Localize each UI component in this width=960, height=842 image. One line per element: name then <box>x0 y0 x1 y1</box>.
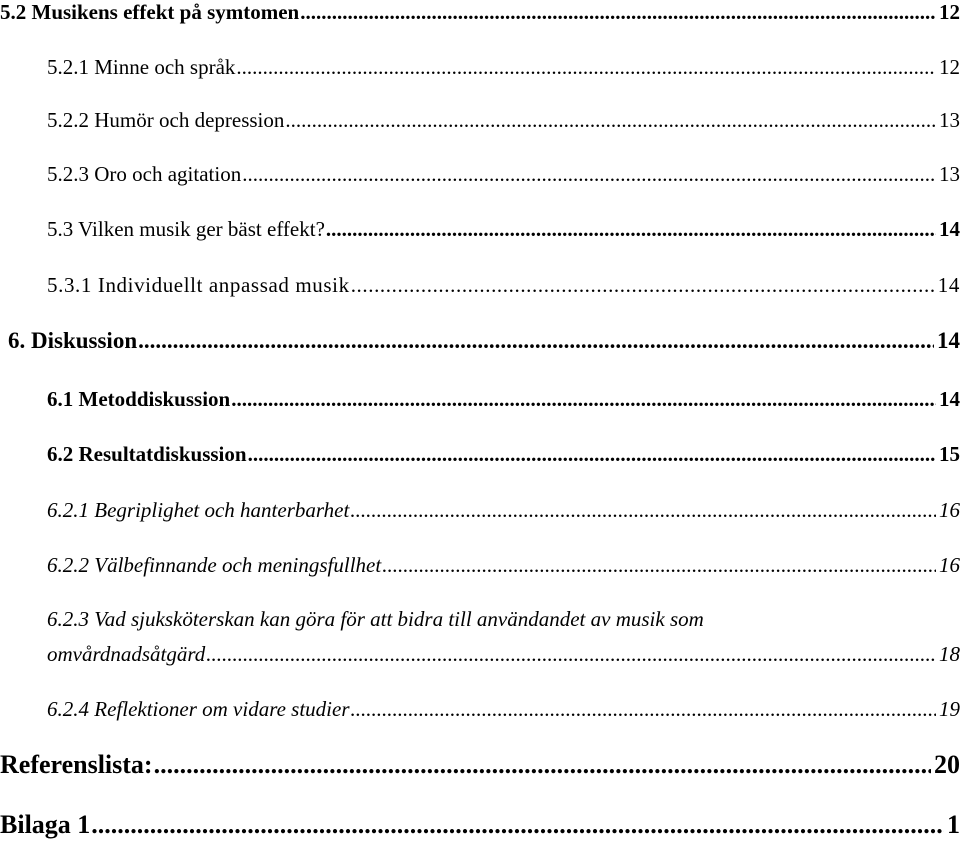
toc-entry-label: 5.2.2 Humör och depression <box>47 108 285 132</box>
toc-entry-5-2-2[interactable] <box>47 108 960 133</box>
toc-entry-referenslista[interactable] <box>0 750 960 780</box>
dot-leader <box>326 217 936 242</box>
toc-page-number: 12 <box>939 55 960 79</box>
toc-entry-label: 6.2 Resultatdiskussion <box>47 442 247 466</box>
dot-leader <box>285 108 936 133</box>
toc-entry-label: omvårdnadsåtgärd <box>47 642 206 666</box>
dot-leader <box>248 442 936 467</box>
toc-entry-5-3-1[interactable] <box>47 273 960 298</box>
toc-page-number: 14 <box>937 328 960 353</box>
toc-page-number: 13 <box>939 108 960 132</box>
toc-entry-bilaga-1[interactable] <box>0 810 960 840</box>
toc-entry-label: 5.3 Vilken musik ger bäst effekt? <box>47 217 325 241</box>
toc-page-number: 20 <box>934 750 960 779</box>
toc-entry-label: Bilaga 1 <box>0 810 91 839</box>
dot-leader <box>231 387 936 412</box>
toc-entry-5-2-3[interactable] <box>47 162 960 187</box>
toc-entry-label: 5.2 Musikens effekt på symtomen <box>0 0 300 24</box>
dot-leader <box>236 55 936 80</box>
dot-leader <box>382 553 936 578</box>
dot-leader <box>154 750 931 780</box>
toc-entry-6-2-3[interactable] <box>47 642 960 667</box>
dot-leader <box>351 697 937 722</box>
toc-entry-label: 6.1 Metoddiskussion <box>47 387 231 411</box>
toc-entry-label: 6.2.4 Reflektioner om vidare studier <box>47 697 350 721</box>
toc-entry-6-1[interactable] <box>47 387 960 412</box>
dot-leader <box>242 162 936 187</box>
toc-page-number: 19 <box>939 697 960 721</box>
toc-entry-label: 5.2.3 Oro och agitation <box>47 162 242 186</box>
toc-entry-5-3[interactable] <box>47 217 960 242</box>
dot-leader <box>300 0 936 25</box>
toc-page-number: 1 <box>947 810 960 839</box>
toc-entry-label: Referenslista: <box>0 750 153 779</box>
toc-entry-6[interactable] <box>8 328 960 354</box>
toc-page-number: 16 <box>939 498 960 522</box>
toc-page-number: 12 <box>939 0 960 24</box>
toc-entry-6-2[interactable] <box>47 442 960 467</box>
dot-leader <box>351 273 935 298</box>
dot-leader <box>91 810 944 840</box>
toc-entry-label: 5.2.1 Minne och språk <box>47 55 236 79</box>
toc-entry-label: 6.2.2 Välbefinnande och meningsfullhet <box>47 553 382 577</box>
toc-entry-label: 5.3.1 Individuellt anpassad musik <box>47 273 350 297</box>
toc-entry-6-2-4[interactable] <box>47 697 960 722</box>
toc-entry-6-2-2[interactable] <box>47 553 960 578</box>
toc-entry-6-2-1[interactable] <box>47 498 960 523</box>
toc-page-number: 14 <box>937 273 960 297</box>
toc-entry-label: 6. Diskussion <box>8 328 138 353</box>
dot-leader <box>350 498 936 523</box>
toc-entry-label: 6.2.1 Begriplighet och hanterbarhet <box>47 498 350 522</box>
dot-leader <box>138 328 934 354</box>
toc-entry-5-2[interactable] <box>0 0 960 25</box>
toc-page-number: 14 <box>939 217 960 241</box>
toc-page-number: 15 <box>939 442 960 466</box>
toc-page-number: 13 <box>939 162 960 186</box>
toc-page-number: 18 <box>939 642 960 666</box>
toc-entry-6-2-3-line1[interactable] <box>47 607 704 632</box>
toc-entry-5-2-1[interactable] <box>47 55 960 80</box>
toc-page-number: 14 <box>939 387 960 411</box>
dot-leader <box>206 642 936 667</box>
toc-page-number: 16 <box>939 553 960 577</box>
toc-entry-label: 6.2.3 Vad sjuksköterskan kan göra för att bidra till användandet av musik som <box>47 607 704 631</box>
